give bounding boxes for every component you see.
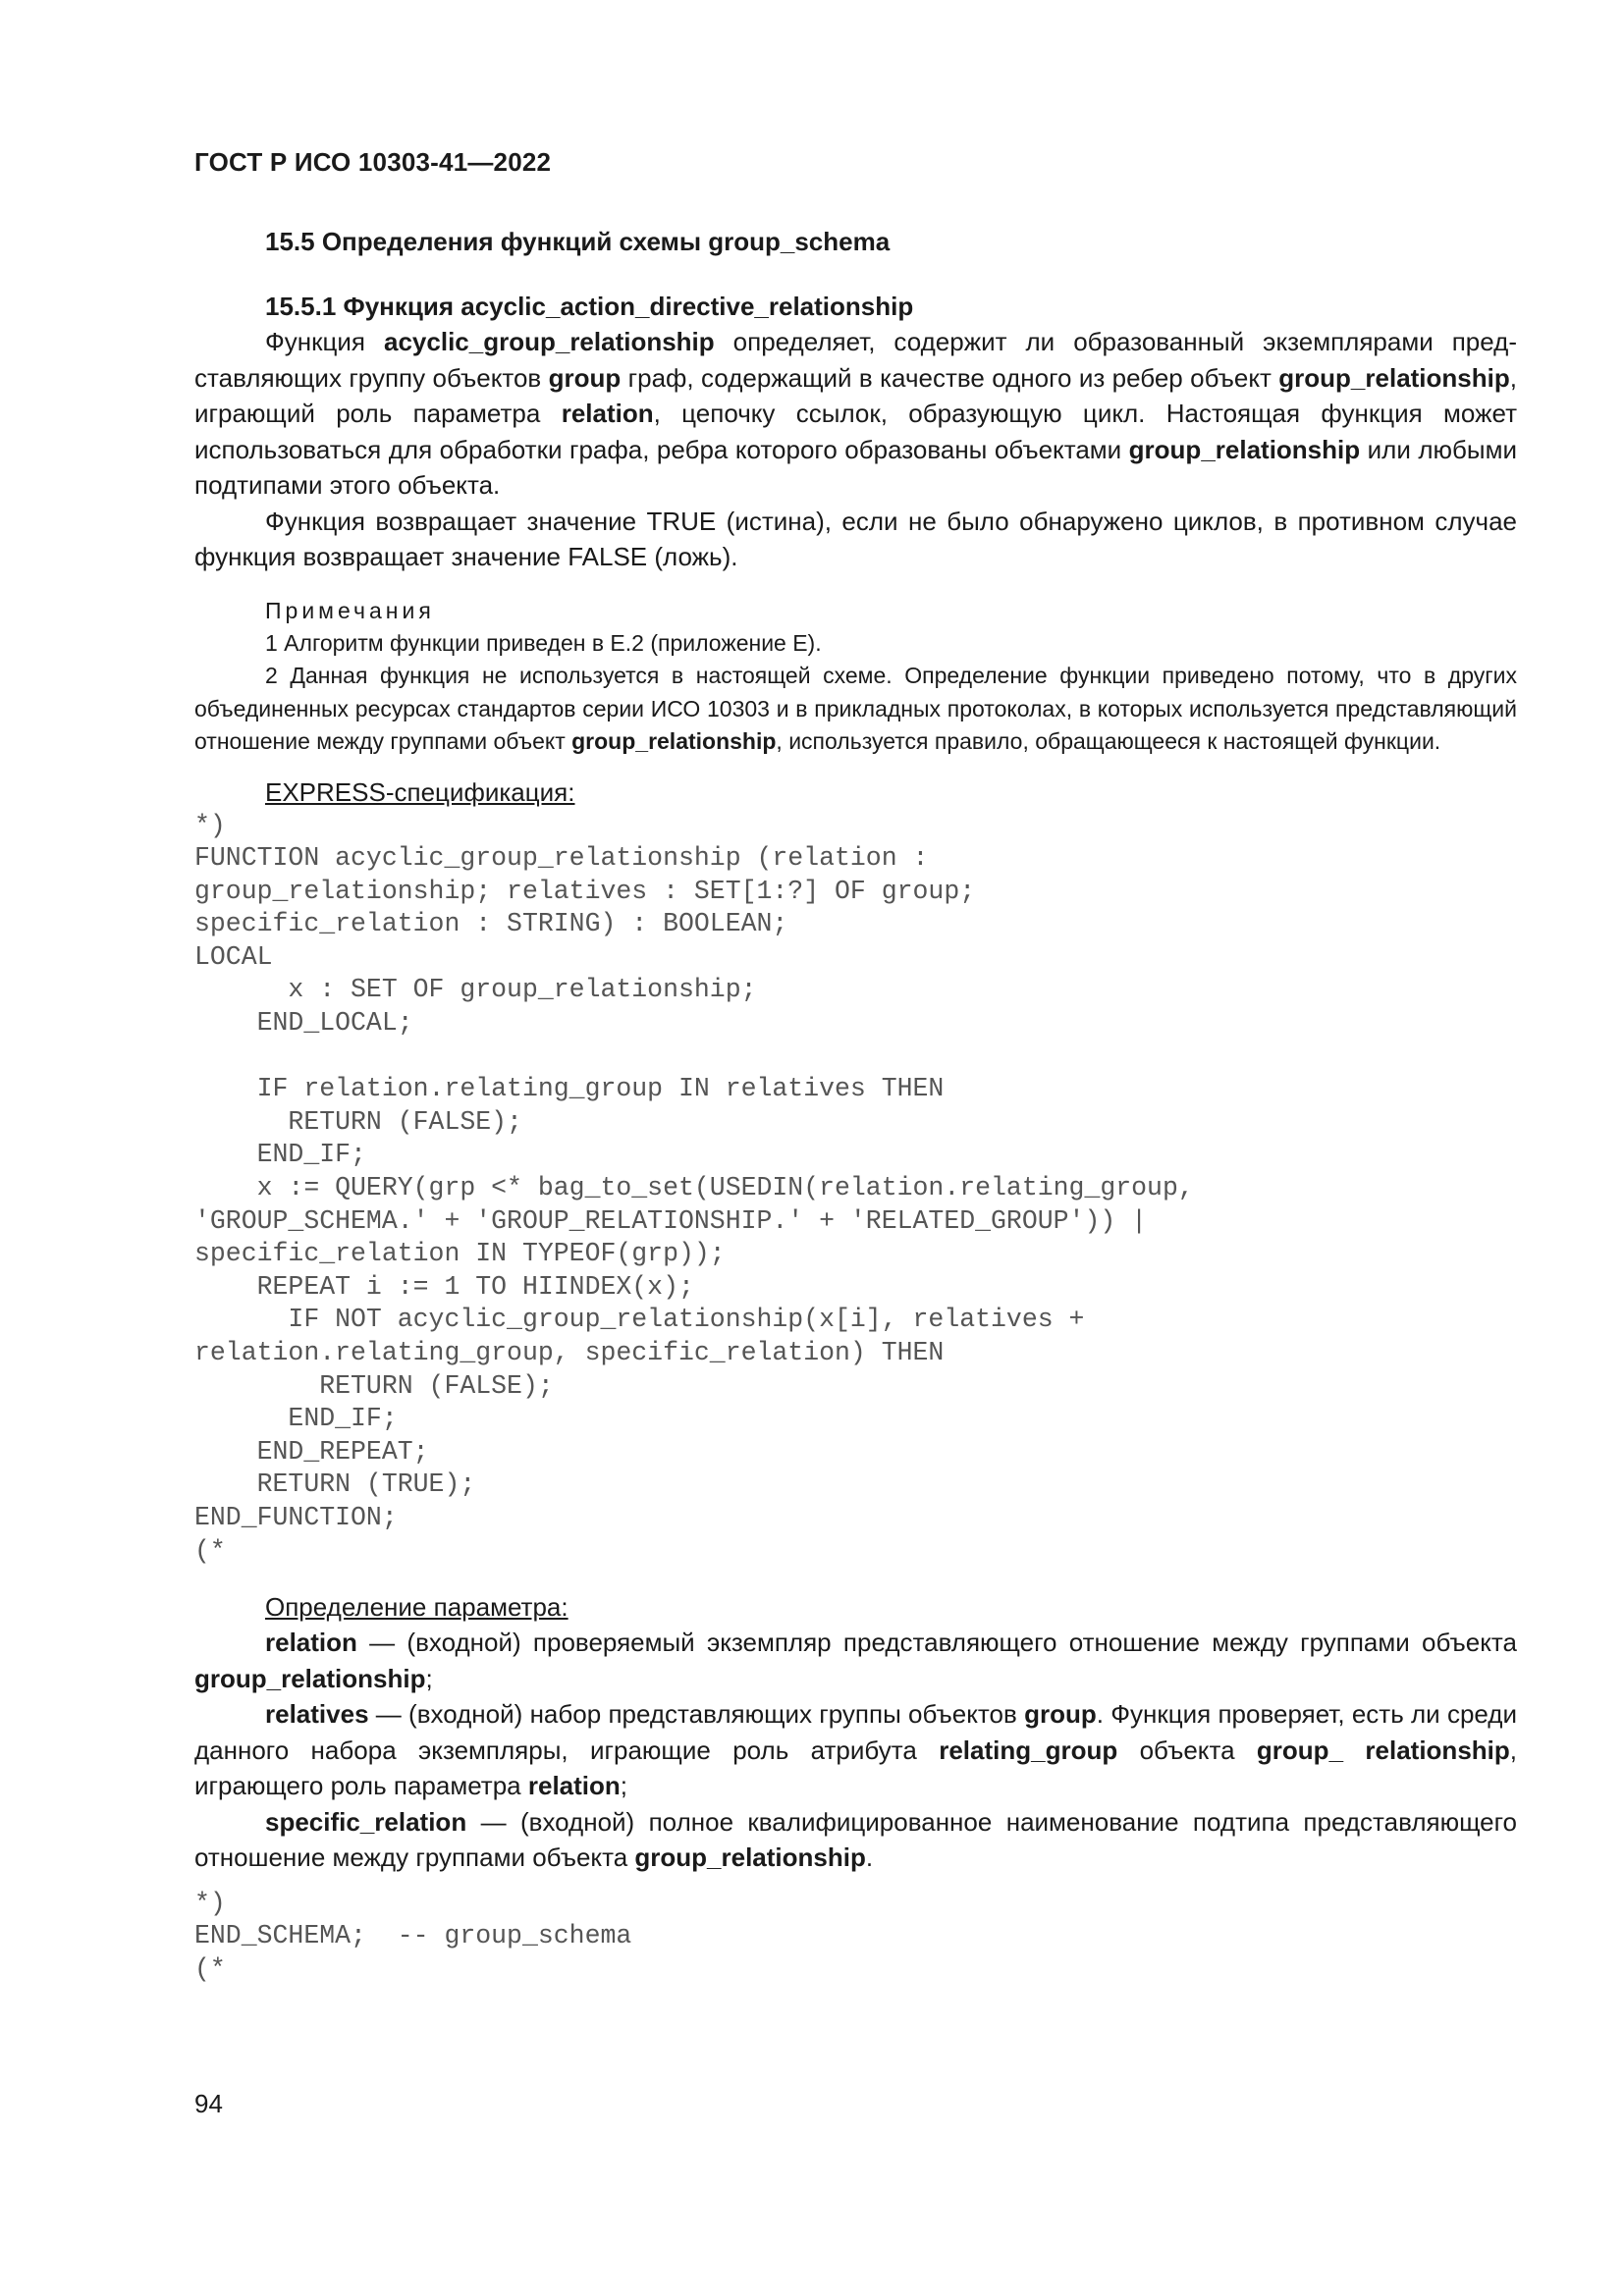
text-run: , используется правило, обращающееся к настоящей функции. — [776, 728, 1441, 754]
text-run: — (входной) набор представляющих группы объектов — [368, 1699, 1025, 1730]
text-run: ; — [620, 1771, 628, 1801]
notes-block — [194, 595, 1517, 759]
parameter-name: relatives — [265, 1699, 369, 1730]
parameter-name: relation — [265, 1628, 357, 1658]
note-2 — [194, 660, 1517, 759]
document-header: ГОСТ Р ИСО 10303-41—2022 — [194, 147, 552, 177]
entity-name: group_relationship — [571, 728, 777, 754]
page-content — [194, 224, 1517, 1986]
return-value-paragraph: Функция возвращает значение TRUE (истина), если не было обнаружено циклов, в противном случае функция возвращает значение FALSE (ложь). — [194, 506, 1517, 571]
param-specific-relation — [194, 1804, 1517, 1876]
text-run: — (входной) проверяемый экземпляр представляющего отношение между группами объекта — [356, 1628, 1517, 1658]
entity-name: group_relationship — [634, 1842, 866, 1873]
text-run: . Функция проверяет, есть ли среди данного набора экземпляры, играющие роль атрибута — [194, 1699, 1518, 1765]
text-run: , цепочку ссылок, образующую цикл. Настоящая функция может использоваться для обработки графа, ребра которого образованы объектами — [194, 399, 1517, 464]
text-run: объекта — [1117, 1735, 1257, 1765]
text-run: определяет, содержит ли образованный экземплярами представляющих группу объектов — [194, 327, 1517, 393]
text-run: , играющего роль параметра — [194, 1735, 1517, 1801]
parameter-name: specific_relation — [265, 1806, 467, 1837]
end-schema-code-block: *) END_SCHEMA; -- group_schema (* — [194, 1888, 632, 1984]
function-name: acyclic_group_relationship — [384, 327, 715, 356]
notes-title: Примечания — [265, 597, 435, 623]
param-relation — [194, 1625, 1517, 1696]
param-relatives — [194, 1696, 1517, 1804]
entity-name: group_relationship — [194, 1663, 426, 1693]
note-1: 1 Алгоритм функции приведен в Е.2 (приложение Е). — [265, 629, 822, 656]
attribute-name: relating_group — [939, 1735, 1118, 1765]
text-run: — (входной) полное квалифицированное наименование подтипа представляющего отношение между группами объекта — [194, 1806, 1517, 1873]
page-number: 94 — [194, 2089, 223, 2118]
parameter-name: relation — [527, 1771, 621, 1801]
entity-name: group_ relationship — [1256, 1735, 1510, 1765]
express-code-block: *) FUNCTION acyclic_group_relationship (relation : group_relationship; relatives : SET[1:?] OF group; specific_relation : STRING) : BOOLEAN; LOCAL x : SET OF group_relationship; END_LOCAL; IF relation.relating_group IN relatives THEN RETURN (FALSE); END_IF; x := QUERY(grp <* bag_to_set(USEDIN(relation.relating_group, 'GROUP_SCHEMA.' + 'GROUP_RELATIONSHIP.' + 'RELATED_GROUP')) | specific_relation IN TYPEOF(grp)); REPEAT i := 1 TO HIINDEX(x); IF NOT acyclic_group_relationship(x[i], relatives + relation.relating_group, specific_relation) THEN RETURN (FALSE); END_IF; END_REPEAT; RETURN (TRUE); END_FUNCTION; (* — [194, 810, 1194, 1566]
parameter-name: relation — [561, 399, 654, 428]
section-heading: 15.5 Определения функций схемы group_schema — [265, 227, 891, 256]
text-run: , играющий роль параметра — [194, 362, 1517, 428]
text-run: ; — [425, 1663, 433, 1693]
text-run: Функция — [265, 327, 384, 356]
subsection-heading: 15.5.1 Функция acyclic_action_directive_relationship — [265, 292, 914, 321]
text-run: . — [865, 1842, 874, 1873]
entity-name: group_relationship — [1278, 362, 1510, 393]
entity-name: group — [1024, 1699, 1097, 1730]
entity-name: group — [548, 362, 622, 393]
parameter-definition-label: Определение параметра: — [265, 1592, 568, 1623]
entity-name: group_relationship — [1128, 434, 1361, 464]
express-spec-label: EXPRESS-спецификация: — [265, 776, 575, 807]
function-description-paragraph — [194, 324, 1517, 504]
text-run: граф, содержащий в качестве одного из ребер объект — [621, 362, 1279, 393]
text-run: 2 Данная функция не используется в настоящей схеме. Определение функции приведено потому, что в других объединенных ресурсах стандартов серии ИСО 10303 и в прикладных протоколах, в которых используется представляющий отношение между группами объект — [194, 663, 1517, 754]
text-run: или любыми подтипами этого объекта. — [194, 434, 1517, 500]
